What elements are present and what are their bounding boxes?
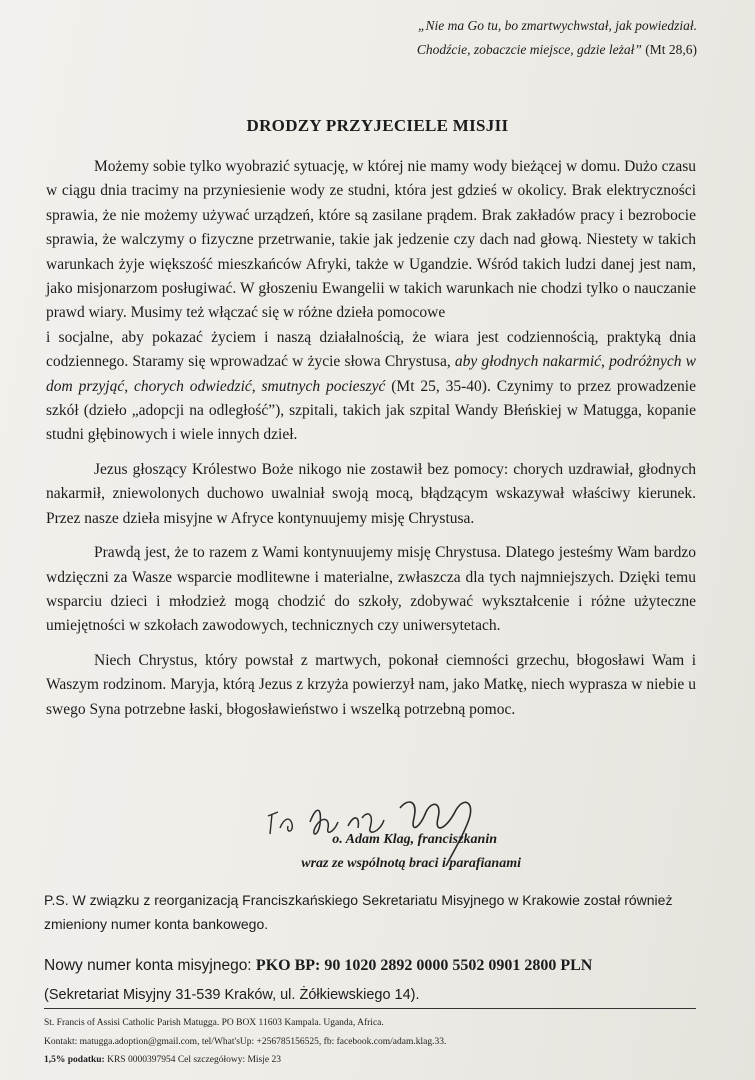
postscript: P.S. W związku z reorganizacją Franciszkańskiego Sekretariatu Misyjnego w Krakowie został również zmieniony numer konta bankowego. [44,892,673,932]
bank-account-label: Nowy numer konta misyjnego: [44,957,256,974]
signatory-community: wraz ze wspólnotą braci i parafianami [301,856,521,871]
signature-block [301,828,521,876]
secretariat-address: (Sekretariat Misyjny 31-539 Kraków, ul. Żółkiewskiego 14). [44,987,420,1003]
bible-quote-line-1: „Nie ma Go tu, bo zmartwychwstał, jak powiedział. [417,18,697,33]
footer-parish-address: St. Francis of Assisi Catholic Parish Matugga. PO BOX 11603 Kampala. Uganda, Africa. [44,1018,384,1028]
footer-tax-info [44,1051,446,1070]
footer-tax-details: KRS 0000397954 Cel szczegółowy: Misje 23 [104,1055,281,1065]
paragraph-1-continued [46,326,696,448]
signatory-name: o. Adam Klag, franciszkanin [332,832,497,847]
paragraph-1-text-b: (Mt 25, 35-40). Czynimy to przez prowadzenie szkół (dzieło „adopcji na odległość”), szpitali, takich jak szpital Wandy Błeńskiej w Matugga, kopanie studni głębinowych i wiele innych dzieł. [46,377,696,444]
bible-quote-text: Chodźcie, zobaczcie miejsce, gdzie leżał” [416,42,642,57]
bank-account-number: PKO BP: 90 1020 2892 0000 5502 0901 2800 PLN [255,957,593,974]
footer [44,1014,446,1070]
footer-divider [44,1008,696,1009]
paragraph-1-text-a: i socjalne, aby pokazać życiem i naszą działalnością, że wiara jest codziennością, praktyką dnia codziennego. Staramy się wprowadzać w życie słowa Chrystusa, [46,328,696,371]
paragraph-4: Niech Chrystus, który powstał z martwych, pokonał ciemności grzechu, błogosławi Wam i Waszym rodzinom. Maryja, którą Jezus z krzyża powierzył nam, jako Matkę, niech wyprasza w niebie u swego Syna potrzebne łaski, błogosławieństwo i wszelką potrzebną pomoc. [46,651,696,718]
paragraph-1: Możemy sobie tylko wyobrazić sytuację, w której nie mamy wody bieżącej w domu. Dużo czasu w ciągu dnia tracimy na przyniesienie wody ze studni, która jest gdzieś w okolicy. Brak elektryczności sprawia, że nie możemy używać urządzeń, które są zasilane prądem. Brak zakładów pracy i bezrobocie sprawia, że walczymy o fizyczne przetrwanie, takie jak jedzenie czy dach nad głową. Niestety w takich warunkach żyje większość mieszkańców Afryki, także w Ugandzie. Wśród takich ludzi danej jest nam, jako misjonarzom posługiwać. W głoszeniu Ewangelii w takich warunkach nie chodzi tylko o nauczanie prawd wiary. Musimy też włączać się w różne dzieła pomocowe [46,158,696,322]
footer-tax-label: 1,5% podatku: [44,1055,105,1065]
paragraph-3: Prawdą jest, że to razem z Wami kontynuujemy misję Chrystusa. Dlatego jesteśmy Wam bardzo wdzięczni za Wasze wsparcie modlitewne i materialne, zwłaszcza dla tych najmniejszych. Dzięki temu wsparciu dzieci i młodzież mogą chodzić do szkoły, zdobywać wykształcenie i różne użyteczne umiejętności w szkołach zawodowych, technicznych czy uniwersytetach. [46,544,696,635]
letter-body [46,155,696,722]
paragraph-1-scripture-italic: aby głodnych nakarmić, podróżnych w dom przyjąć, chorych odwiedzić, smutnych pocieszyć [46,353,696,395]
bible-quote-line-2 [417,38,697,62]
footer-contact: Kontakt: matugga.adoption@gmail.com, tel/What'sUp: +256785156525, fb: facebook.com/adam.klag.33. [44,1036,447,1047]
bible-quote-reference: (Mt 28,6) [641,42,697,57]
paragraph-2: Jezus głoszący Królestwo Boże nikogo nie zostawił bez pomocy: chorych uzdrawiał, głodnych nakarmił, zniewolonych duchowo uwalniał swoją mocą, błądzącym wskazywał właściwy kierunek. Przez nasze dzieła misyjne w Afryce kontynuujemy misję Chrystusa. [46,460,696,527]
bank-account [44,957,592,975]
letter-title: DRODZY PRZYJECIELE MISJII [246,116,509,135]
bible-quote [417,14,697,62]
